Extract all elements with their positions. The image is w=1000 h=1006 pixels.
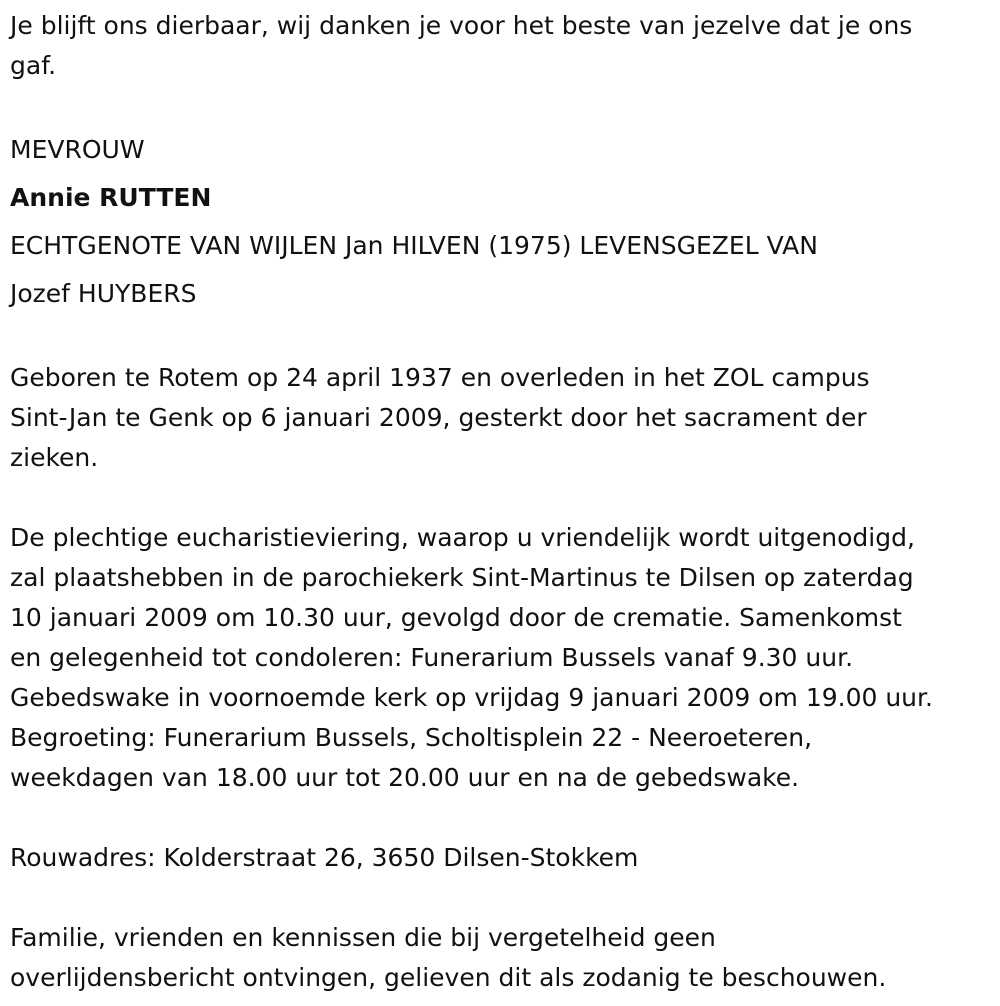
- birth-death-line: Sint-Jan te Genk op 6 januari 2009, gesterkt door het sacrament der: [10, 403, 867, 432]
- relation-line: Jozef HUYBERS: [10, 279, 197, 308]
- mourning-address: Rouwadres: Kolderstraat 26, 3650 Dilsen-Stokkem: [10, 843, 639, 872]
- opening-text: [10, 6, 995, 86]
- service-line: zal plaatshebben in de parochiekerk Sint-Martinus te Dilsen op zaterdag: [10, 563, 914, 592]
- service-line: weekdagen van 18.00 uur tot 20.00 uur en na de gebedswake.: [10, 763, 800, 792]
- obituary-document: [10, 6, 995, 998]
- service-line: De plechtige eucharistieviering, waarop u vriendelijk wordt uitgenodigd,: [10, 523, 915, 552]
- birth-death-line: zieken.: [10, 443, 99, 472]
- service-line: en gelegenheid tot condoleren: Funerarium Bussels vanaf 9.30 uur.: [10, 643, 854, 672]
- birth-death-line: Geboren te Rotem op 24 april 1937 en overleden in het ZOL campus: [10, 363, 870, 392]
- deceased-header: [10, 126, 995, 318]
- birth-death-paragraph: [10, 358, 995, 478]
- service-line: Begroeting: Funerarium Bussels, Scholtisplein 22 - Neeroeteren,: [10, 723, 813, 752]
- closing-paragraph: [10, 918, 995, 998]
- address-paragraph: [10, 838, 995, 878]
- service-paragraph: [10, 518, 995, 798]
- opening-line: gaf.: [10, 51, 57, 80]
- service-line: Gebedswake in voornoemde kerk op vrijdag 9 januari 2009 om 19.00 uur.: [10, 683, 933, 712]
- opening-line: Je blijft ons dierbaar, wij danken je voor het beste van jezelve dat je ons: [10, 11, 913, 40]
- closing-line: overlijdensbericht ontvingen, gelieven dit als zodanig te beschouwen.: [10, 963, 887, 992]
- relation-line: ECHTGENOTE VAN WIJLEN Jan HILVEN (1975) LEVENSGEZEL VAN: [10, 231, 818, 260]
- service-line: 10 januari 2009 om 10.30 uur, gevolgd door de crematie. Samenkomst: [10, 603, 902, 632]
- deceased-name: Annie RUTTEN: [10, 183, 212, 212]
- closing-line: Familie, vrienden en kennissen die bij vergetelheid geen: [10, 923, 716, 952]
- title-prefix: MEVROUW: [10, 135, 145, 164]
